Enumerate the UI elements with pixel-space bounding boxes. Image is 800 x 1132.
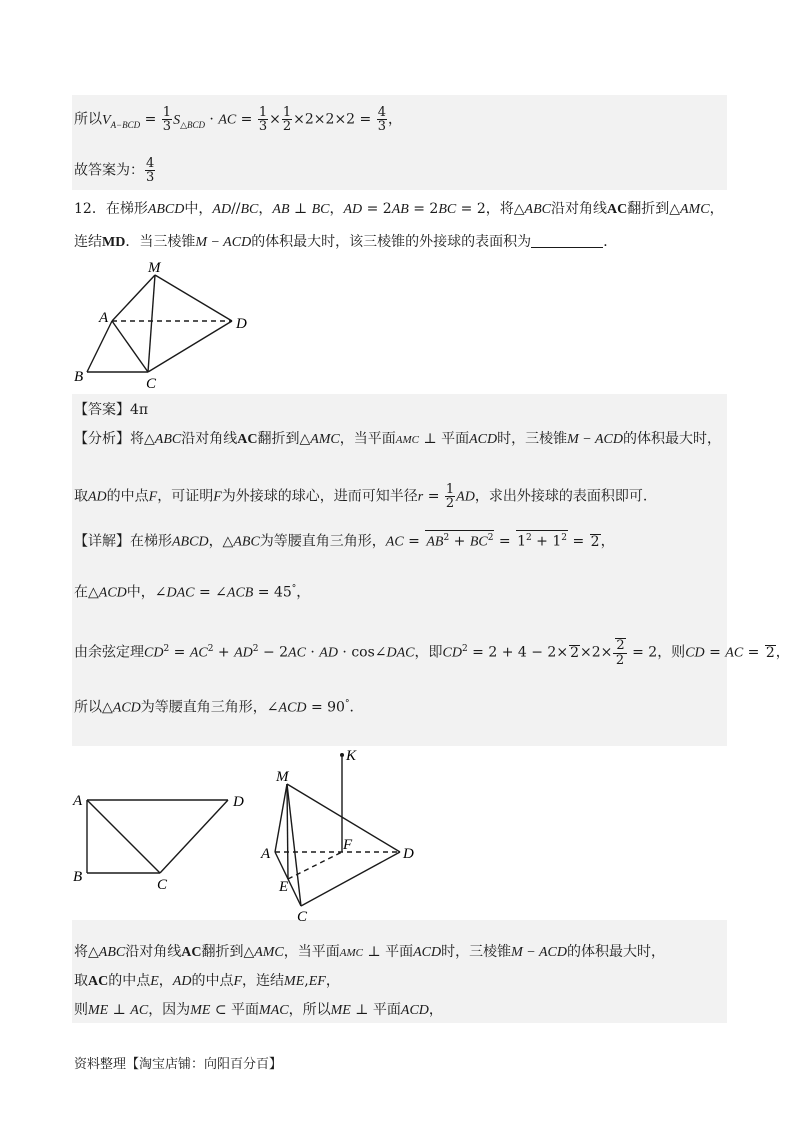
continuation-line-1: 将△ABC沿对角线AC翻折到△AMC，当平面AMC ⊥ 平面ACD时，三棱锥M − ACD的体积最大时， <box>74 944 665 960</box>
fig2-right-label-k: K <box>346 748 357 764</box>
fig2-right-label-f: F <box>343 837 353 853</box>
fig2-right-label-a: A <box>261 846 271 862</box>
problem-line-2: 连结MD．当三棱锥M − ACD的体积最大时，该三棱锥的外接球的表面积为 ． <box>74 234 618 250</box>
fig2-right-label-m: M <box>276 769 289 785</box>
analysis-line-1: 【分析】将△ABC沿对角线AC翻折到△AMC，当平面AMC ⊥ 平面ACD时，三棱锥M − ACD的体积最大时， <box>74 431 721 447</box>
fig2-right-label-d: D <box>403 846 414 862</box>
fig1-label-m: M <box>148 260 161 276</box>
footer-source: 资料整理【淘宝店铺：向阳百分百】 <box>74 1057 283 1072</box>
analysis-line-2: 取AD的中点F，可证明F为外接球的球心，进而可知半径r = $\frac{1}{2}$ AD，求出外接球的表面积即可. <box>74 482 648 511</box>
detail-line-4: 所以△ACD为等腰直角三角形，∠ACD = 90°． <box>74 699 364 716</box>
fig2-left-label-a: A <box>73 793 83 809</box>
answer-line: 【答案】4π <box>74 402 149 418</box>
detail-line-3: 由余弦定理$CD^2 = AC^2 + AD^2 - 2AC$ · AD · cos∠DAC，即$CD^2 = 2 + 4 - 2\times 2\times 2\times$ $\frac{2}{2}$ = 2，则CD = AC = 2， <box>74 638 790 668</box>
fig2-right-label-e: E <box>279 879 289 895</box>
fig1-label-c: C <box>146 376 157 392</box>
continuation-line-2: 取AC的中点E，AD的中点F，连结ME,EF， <box>74 973 340 989</box>
fig1-label-d: D <box>236 316 247 332</box>
prev-solution-answer: 故答案为： $\frac{4}{3}$ <box>74 156 155 185</box>
fig2-right-mc <box>287 784 301 906</box>
fig2-left-cd <box>160 800 228 873</box>
detail-line-1: 【详解】在梯形ABCD，△ABC为等腰直角三角形，AC = $AB^2 + BC^2 = 1^2 + 1^2 = 2$， <box>74 530 615 552</box>
fig2-right-cd <box>301 852 400 906</box>
fig1-label-b: B <box>74 369 84 385</box>
prev-solution-line-1: 所以$V_{A-BCD}$ = $\frac{1}{3}$ $S_{\triangle BCD}$ · AC = $\frac{1}{3}$ × $\frac{1}{2}$ ×2×2×2 = $\frac{4}{3}$ ， <box>74 105 402 134</box>
fig2-left-label-b: B <box>73 869 83 885</box>
fig2-point-k <box>340 753 344 757</box>
fig2-left-label-c: C <box>157 877 168 893</box>
fig1-label-a: A <box>99 310 109 326</box>
fig2-left-label-d: D <box>233 794 244 810</box>
detail-line-2: 在△ACD中，∠DAC = ∠ACB = 45°， <box>74 584 311 601</box>
fig2-right-ma <box>275 784 287 852</box>
problem-line-1: 12．在梯形ABCD中，AD//BC，AB ⊥ BC，AD = 2AB = 2BC = 2，将△ABC沿对角线AC翻折到△AMC， <box>74 201 724 217</box>
fig2-left-ac <box>87 800 160 873</box>
fig2-right-label-c: C <box>297 909 308 925</box>
continuation-line-3: 则ME ⊥ AC，因为ME ⊂ 平面MAC，所以ME ⊥ 平面ACD， <box>74 1002 443 1018</box>
fig2-right-me <box>287 784 288 879</box>
